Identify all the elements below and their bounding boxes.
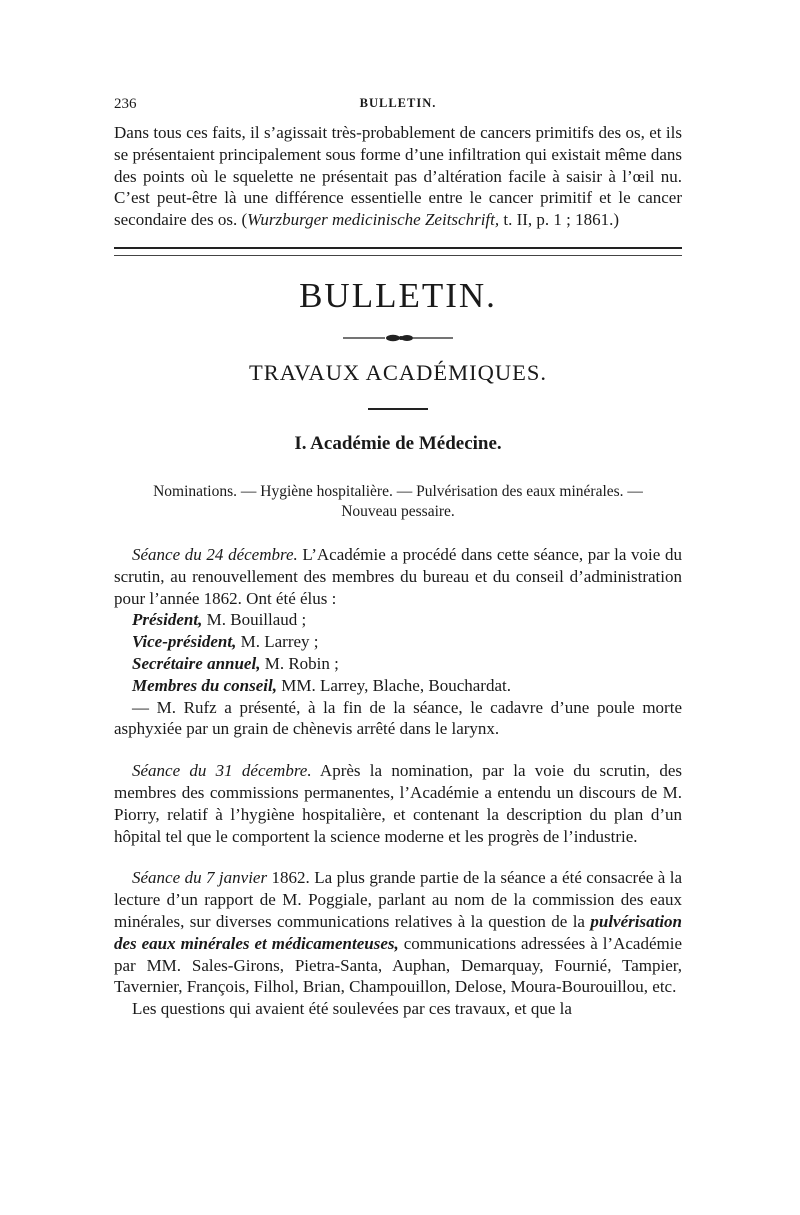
role-value: MM. Larrey, Blache, Bouchardat. — [276, 675, 511, 695]
ornament-divider — [114, 330, 682, 340]
role-label: Président, — [132, 610, 203, 630]
summary-line-1: Nominations. — Hygiène hospitalière. — Pulvérisation des eaux minérales. — — [153, 482, 643, 500]
double-rule — [114, 247, 682, 256]
bulletin-title: BULLETIN. — [299, 275, 497, 315]
continuation-line: Les questions qui avaient été soulevées par ces travaux, et que la — [132, 999, 572, 1019]
role-label: Membres du conseil, — [132, 675, 277, 695]
citation-rest: t. II, p. 1 ; 1861.) — [499, 210, 620, 230]
citation-journal: Wurzburger medicinische Zeitschrift, — [247, 210, 500, 230]
session-31-text: Après la nomination, par la voie du scrutin, des membres des commissions permanentes, l’Académie a entendu un discours de M. Piorry, relatif à l’hygiène hospitalière, et contenant la description du plan d’un hôpital tel que le comportent la science moderne et les progrès de l’industrie. — [114, 761, 682, 846]
session-24-paragraph — [114, 544, 682, 609]
summary — [114, 482, 682, 522]
session-24-text: L’Académie a procédé dans cette séance, par la voie du scrutin, au renouvellement des membres du bureau et du conseil d’administration pour l’année 1862. Ont été élus : — [114, 544, 682, 608]
role-line — [114, 631, 682, 653]
session-31-date: Séance du 31 décembre. — [132, 761, 312, 781]
session-7-text-a: La plus grande partie de la séance a été consacrée à la lecture d’un rapport de M. Poggiale, parlant au nom de la commission des eaux minérales, sur diverses communications relatives à la question de la — [114, 868, 682, 931]
role-line — [114, 609, 682, 631]
role-line — [114, 675, 682, 697]
session-7-date: Séance du 7 janvier — [132, 868, 268, 888]
running-head — [114, 96, 682, 122]
summary-line-2: Nouveau pessaire. — [341, 502, 455, 520]
page — [114, 96, 682, 1020]
session-24-date: Séance du 24 décembre. — [132, 544, 298, 564]
intro-text: Dans tous ces faits, il s’agissait très-probablement de cancers primitifs des os, et ils se présentaient principalement sous forme d’une infiltration qui existait même dans des points où le squelette ne présentait pas d’altération facile à saisir à l’œil nu. C’est peut-être là une différence essentielle entre le cancer primitif et le cancer secondaire des os. ( — [114, 123, 682, 230]
section-title: TRAVAUX ACADÉMIQUES. — [249, 359, 547, 385]
short-rule — [368, 408, 428, 410]
session-31-paragraph — [114, 760, 682, 847]
role-value: M. Larrey ; — [236, 632, 319, 652]
session-7-italic-phrase: pulvérisation des eaux minérales et médicamenteuses, — [114, 911, 682, 953]
session-24-note: — M. Rufz a présenté, à la fin de la séance, le cadavre d’une poule morte asphyxiée par un grain de chènevis arrêté dans le larynx. — [114, 697, 682, 739]
role-line — [114, 653, 682, 675]
session-7-paragraph — [114, 867, 682, 998]
role-label: Vice-président, — [132, 632, 237, 652]
ornament-flourish-icon — [343, 333, 453, 343]
role-label: Secrétaire annuel, — [132, 653, 261, 673]
page-number: 236 — [114, 96, 137, 112]
subsection-title: I. Académie de Médecine. — [294, 432, 502, 454]
session-7-year: 1862. — [267, 868, 310, 888]
role-value: M. Robin ; — [260, 653, 339, 673]
session-7-text-b: communications adressées à l’Académie par MM. Sales-Girons, Pietra-Santa, Auphan, Demarquay, Fournié, Tampier, Tavernier, François, Filhol, Brian, Champouillon, Delose, Moura-Bourouillou, etc. — [114, 933, 682, 997]
running-title: BULLETIN. — [359, 96, 437, 110]
role-value: M. Bouillaud ; — [202, 610, 307, 630]
intro-paragraph — [114, 122, 682, 231]
